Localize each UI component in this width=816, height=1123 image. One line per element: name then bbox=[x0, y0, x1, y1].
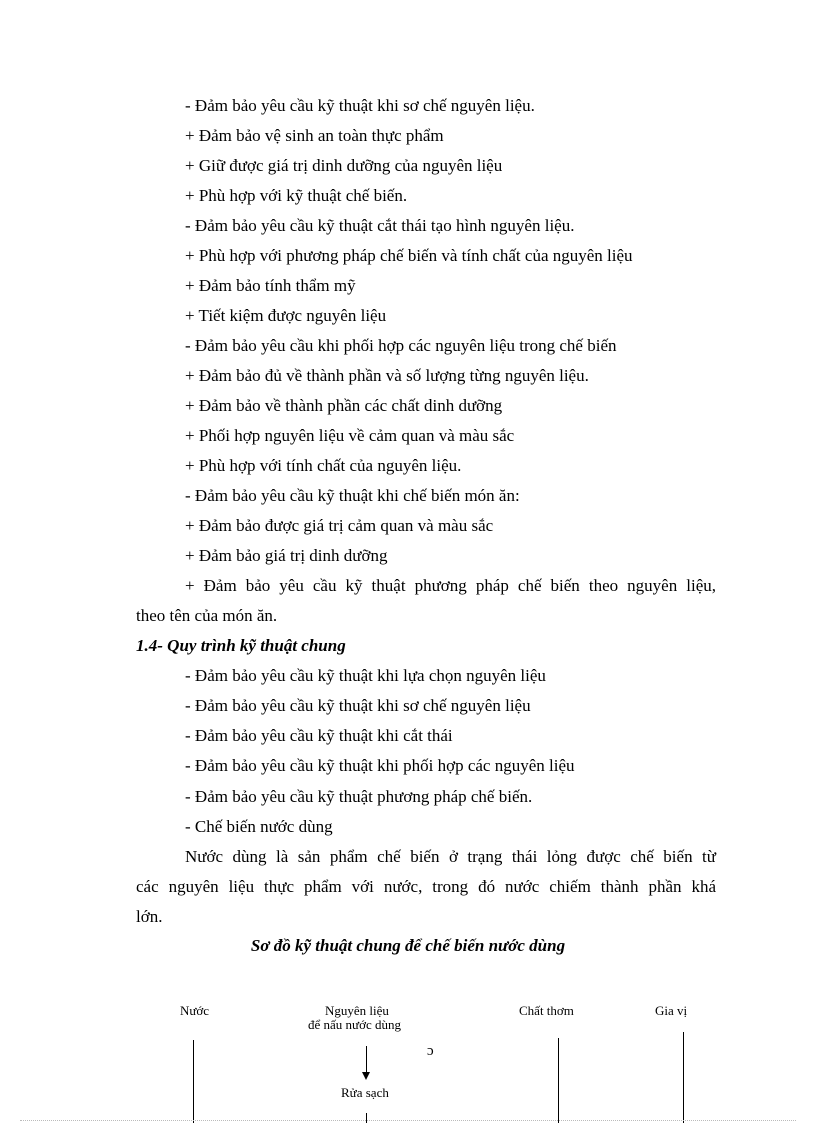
section-line: - Đảm bảo yêu cầu kỹ thuật khi sơ chế nguyên liệu bbox=[185, 696, 531, 715]
aroma-line bbox=[558, 1038, 559, 1123]
body-line: - Đảm bảo yêu cầu kỹ thuật khi sơ chế nguyên liệu. bbox=[185, 96, 535, 115]
wash-line bbox=[366, 1113, 367, 1123]
section-line: - Đảm bảo yêu cầu kỹ thuật khi phối hợp các nguyên liệu bbox=[185, 756, 575, 775]
body-line: - Đảm bảo yêu cầu kỹ thuật cắt thái tạo hình nguyên liệu. bbox=[185, 216, 575, 235]
diagram-step-wash: Rửa sạch bbox=[341, 1085, 389, 1100]
body-line: + Đảm bảo về thành phần các chất dinh dưỡng bbox=[185, 396, 503, 415]
body-line: + Phù hợp với tính chất của nguyên liệu. bbox=[185, 456, 462, 475]
body-line: + Đảm bảo giá trị dinh dưỡng bbox=[185, 546, 388, 565]
diagram-title: Sơ đồ kỹ thuật chung để chế biến nước dùng bbox=[250, 936, 566, 955]
paragraph-line: theo tên của món ăn. bbox=[136, 606, 278, 625]
section-line: - Đảm bảo yêu cầu kỹ thuật khi lựa chọn nguyên liệu bbox=[185, 666, 546, 685]
body-line: + Phù hợp với kỹ thuật chế biến. bbox=[185, 186, 408, 205]
body-line: + Phối hợp nguyên liệu về cảm quan và màu sắc bbox=[185, 426, 515, 445]
diagram-label-ingredient: Nguyên liệu bbox=[325, 1003, 389, 1018]
paragraph-line: lớn. bbox=[136, 907, 163, 926]
body-line: + Đảm bảo tính thẩm mỹ bbox=[185, 276, 356, 295]
paragraph-line: Nước dùng là sản phẩm chế biến ở trạng thái lỏng được chế biến từ bbox=[185, 847, 716, 866]
body-line: + Giữ được giá trị dinh dưỡng của nguyên liệu bbox=[185, 156, 503, 175]
arrow-down-icon bbox=[362, 1072, 370, 1080]
body-line: + Đảm bảo được giá trị cảm quan và màu sắc bbox=[185, 516, 494, 535]
diagram-label-ingredient-sub: để nấu nước dùng bbox=[308, 1017, 401, 1032]
section-line: - Đảm bảo yêu cầu kỹ thuật khi cắt thái bbox=[185, 726, 453, 745]
section-heading: 1.4- Quy trình kỹ thuật chung bbox=[136, 636, 346, 655]
body-line: + Đảm bảo đủ về thành phần và số lượng từng nguyên liệu. bbox=[185, 366, 589, 385]
diagram-label-aroma: Chất thơm bbox=[519, 1003, 574, 1018]
body-line: + Đảm bảo vệ sinh an toàn thực phẩm bbox=[185, 126, 444, 145]
body-line: - Đảm bảo yêu cầu kỹ thuật khi chế biến món ăn: bbox=[185, 486, 520, 505]
spice-line bbox=[683, 1032, 684, 1123]
water-line bbox=[193, 1040, 194, 1123]
section-line: - Chế biến nước dùng bbox=[185, 817, 333, 836]
body-line: + Phù hợp với phương pháp chế biến và tính chất của nguyên liệu bbox=[185, 246, 633, 265]
diagram-label-water: Nước bbox=[180, 1003, 210, 1018]
diagram-stray-mark: ɔ bbox=[427, 1043, 434, 1059]
body-line: + Tiết kiệm được nguyên liệu bbox=[185, 306, 387, 325]
paragraph-line: + Đảm bảo yêu cầu kỹ thuật phương pháp chế biến theo nguyên liệu, bbox=[185, 576, 716, 595]
body-line: - Đảm bảo yêu cầu khi phối hợp các nguyên liệu trong chế biến bbox=[185, 336, 617, 355]
page-bottom-rule bbox=[20, 1120, 796, 1121]
diagram-label-spice: Gia vị bbox=[655, 1003, 688, 1018]
paragraph-line: các nguyên liệu thực phẩm với nước, trong đó nước chiếm thành phần khá bbox=[136, 877, 716, 896]
section-line: - Đảm bảo yêu cầu kỹ thuật phương pháp chế biến. bbox=[185, 787, 533, 806]
ingredient-arrow-shaft bbox=[366, 1046, 367, 1072]
